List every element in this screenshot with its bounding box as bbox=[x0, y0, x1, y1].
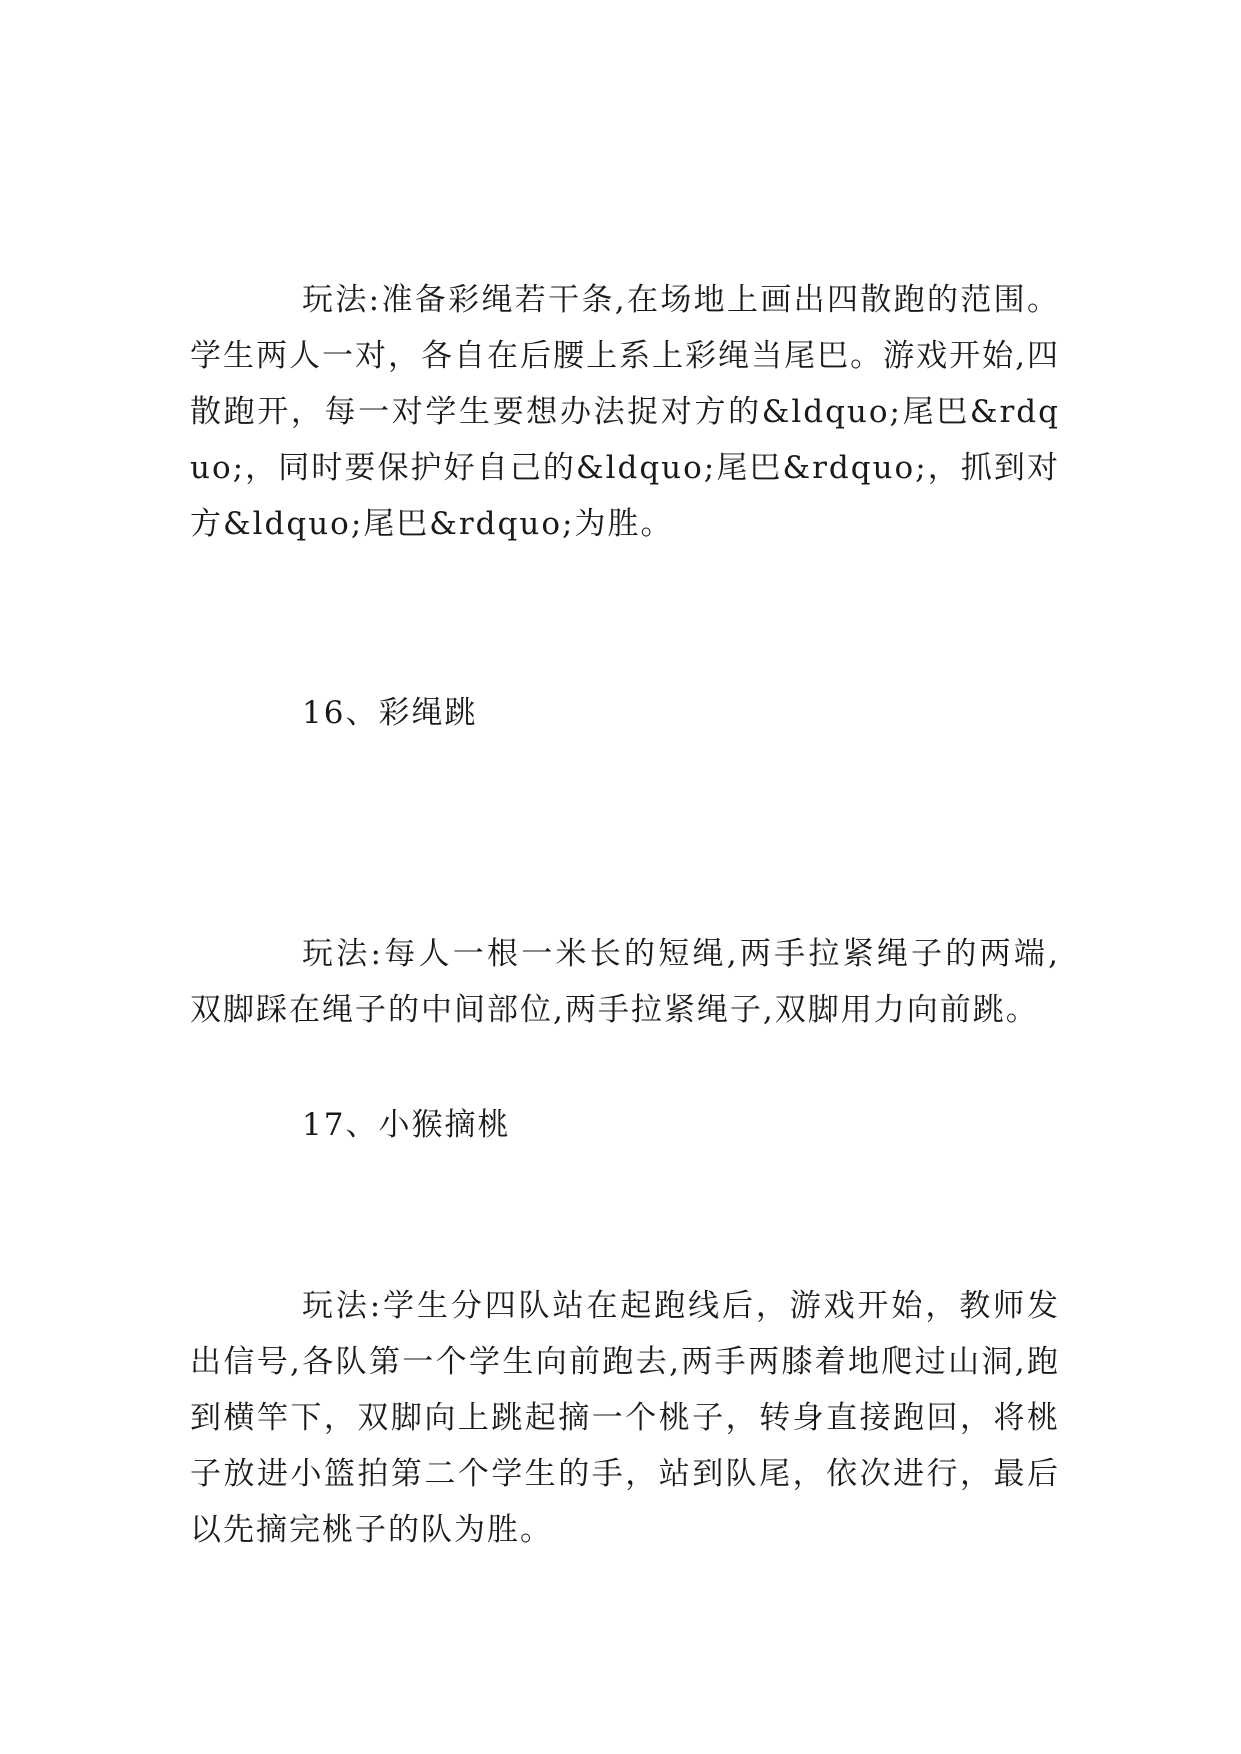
paragraph-monkey-picks-peaches-game: 玩法:学生分四队站在起跑线后，游戏开始，教师发出信号,各队第一个学生向前跑去,两手两膝着地爬过山洞,跑到横竿下，双脚向上跳起摘一个桃子，转身直接跑回，将桃子放进小篮拍第二个学生的手，站到队尾，依次进行，最后以先摘完桃子的队为胜。 bbox=[190, 1288, 1060, 1548]
paragraph-colored-rope-tail-game: 玩法:准备彩绳若干条,在场地上画出四散跑的范围。学生两人一对，各自在后腰上系上彩绳当尾巴。游戏开始,四散跑开，每一对学生要想办法捉对方的&ldquo;尾巴&rdquo;，同时要保护好自己的&ldquo;尾巴&rdquo;，抓到对方&ldquo;尾巴&rdquo;为胜。 bbox=[190, 282, 1060, 542]
paragraph-rope-jump-game: 玩法:每人一根一米长的短绳,两手拉紧绳子的两端,双脚踩在绳子的中间部位,两手拉紧绳子,双脚用力向前跳。 bbox=[190, 936, 1060, 1028]
section-heading-16: 16、彩绳跳 bbox=[302, 695, 478, 731]
section-heading-17: 17、小猴摘桃 bbox=[302, 1107, 511, 1143]
